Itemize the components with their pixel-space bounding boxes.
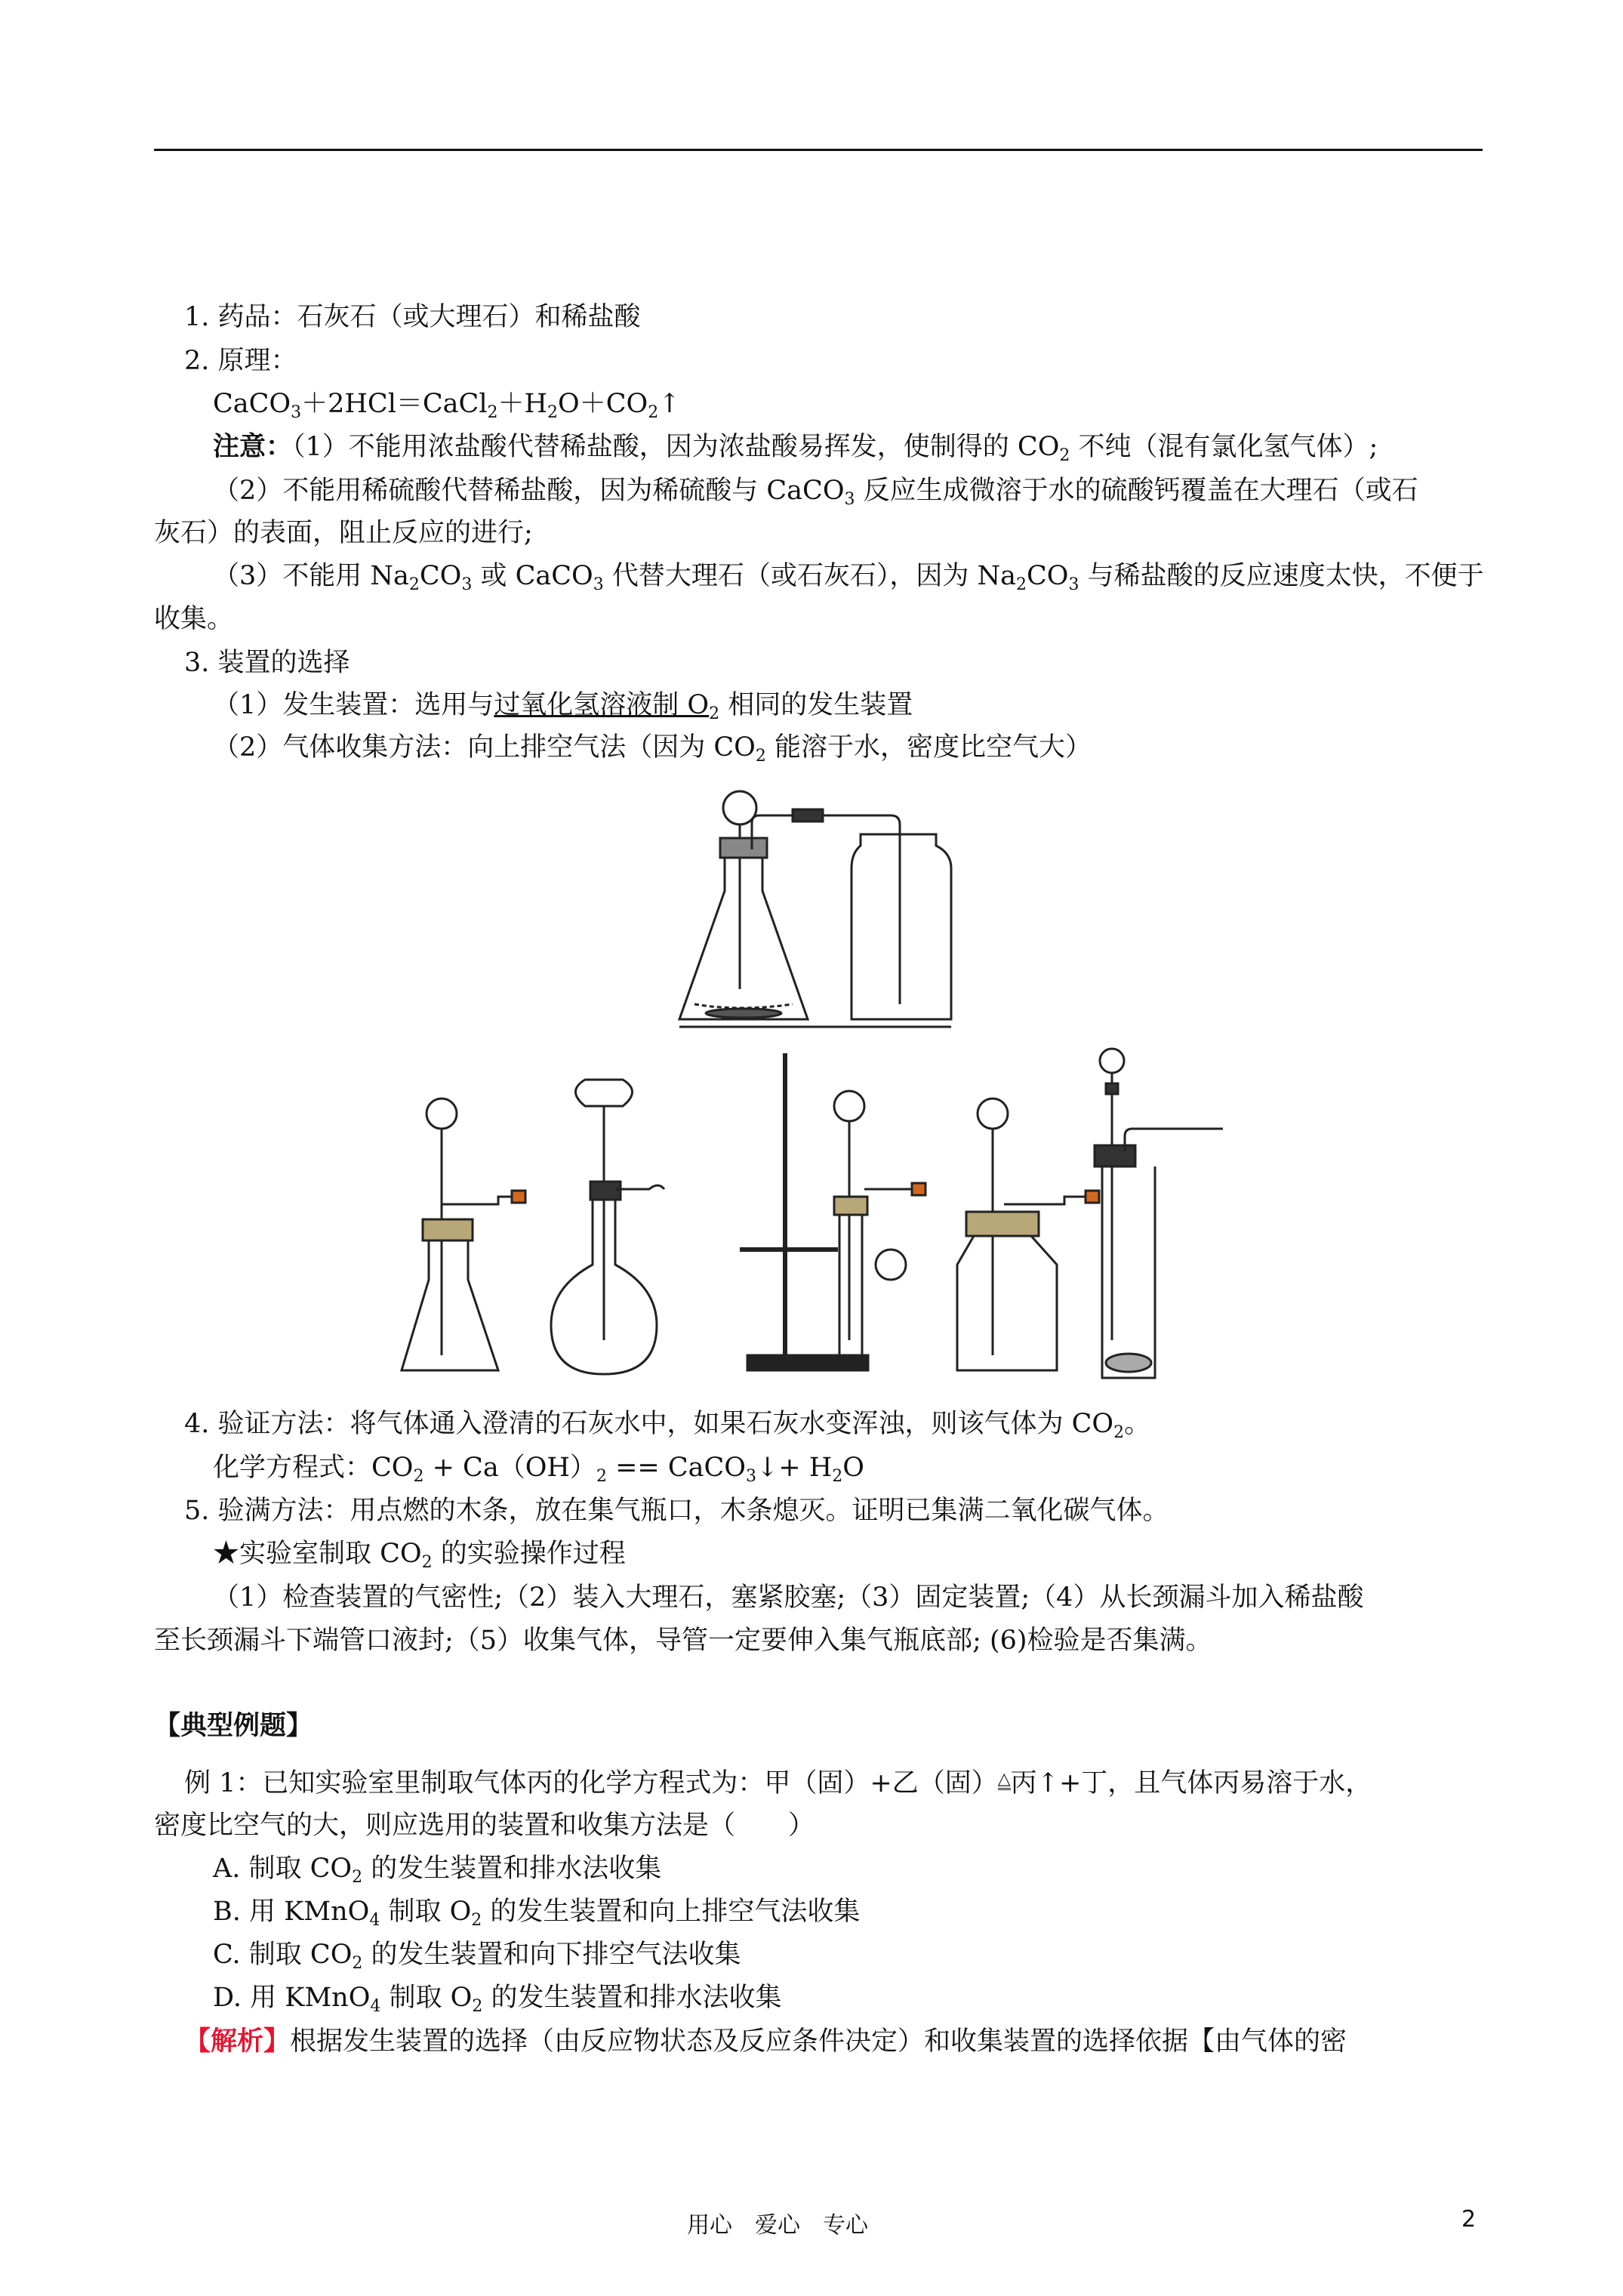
item-2: 2. 原理： bbox=[184, 346, 297, 376]
equation-1: $CaCO_3+2HCl=CaCl_2+H_2O+CO_2↑$ bbox=[213, 389, 681, 422]
item-5: 5. 验满方法：用点燃的木条，放在集气瓶口，木条熄灭。证明已集满二氧化碳气体。 bbox=[184, 1496, 1169, 1526]
apparatus-row-figure bbox=[393, 1038, 1261, 1389]
item-4: 4. 验证方法：将气体通入澄清的石灰水中，如果石灰水变浑浊，则该气体为 $CO_2$。 bbox=[184, 1409, 1151, 1442]
note-1: 注意：（1）不能用浓盐酸代替稀盐酸，因为浓盐酸易挥发，使制得的 $CO_2$ 不纯（混有氯化氢气体）; bbox=[213, 431, 1378, 465]
analysis-label: 【解析】 bbox=[184, 2026, 291, 2057]
option-a: A. 制取 $CO_2$ 的发生装置和排水法收集 bbox=[213, 1854, 662, 1887]
item-3-2: （2）气体收集方法：向上排空气法（因为 $CO_2$ 能溶于水，密度比空气大） bbox=[213, 732, 1092, 766]
item-3: 3. 装置的选择 bbox=[184, 648, 350, 678]
procedure-line-2: 至长颈漏斗下端管口液封;（5）收集气体，导管一定要伸入集气瓶底部; (6)检验是否集满。 bbox=[154, 1626, 1212, 1656]
section-title: 【典型例题】 bbox=[154, 1710, 313, 1741]
procedure-line-1: （1）检查装置的气密性;（2）装入大理石，塞紧胶塞;（3）固定装置;（4）从长颈漏斗加入稀盐酸 bbox=[213, 1583, 1364, 1613]
page-number: 2 bbox=[1461, 2206, 1477, 2233]
item-3-1: （1）发生装置：选用与过氧化氢溶液制 $O_2$ 相同的发生装置 bbox=[213, 690, 913, 723]
example-1-line-1: 例 1：已知实验室里制取气体丙的化学方程式为：甲（固）+乙（固）△丙↑+丁，且气体丙易溶于水， bbox=[184, 1768, 1372, 1798]
option-b: B. 用 KMnO$_4$ 制取 $O_2$ 的发生装置和向上排空气法收集 bbox=[213, 1897, 861, 1930]
procedure-title: ★实验室制取 $CO_2$ 的实验操作过程 bbox=[213, 1539, 626, 1572]
item-1: 1. 药品：石灰石（或大理石）和稀盐酸 bbox=[184, 302, 641, 332]
note-3b: 收集。 bbox=[154, 604, 234, 634]
option-c: C. 制取 $CO_2$ 的发生装置和向下排空气法收集 bbox=[213, 1940, 741, 1973]
item-4-equation: 化学方程式：$CO_2 + Ca(OH)_2$ == CaCO$_3$↓+ $H_2O$ bbox=[213, 1453, 864, 1486]
footer-center: 用心 爱心 专心 bbox=[687, 2212, 868, 2239]
note-2a: （2）不能用稀硫酸代替稀盐酸，因为稀硫酸与 CaCO$_3$ 反应生成微溶于水的硫酸钙覆盖在大理石（或石 bbox=[213, 476, 1418, 509]
note-3a: （3）不能用 $Na_2CO_3$ 或 CaCO$_3$ 代替大理石（或石灰石），因为 $Na_2CO_3$ 与稀盐酸的反应速度太快，不便于 bbox=[213, 561, 1484, 594]
header-rule bbox=[154, 149, 1483, 151]
example-1-line-2: 密度比空气的大，则应选用的装置和收集方法是（ ） bbox=[154, 1811, 815, 1841]
apparatus-top-figure bbox=[664, 778, 966, 1034]
analysis: 【解析】根据发生装置的选择（由反应物状态及反应条件决定）和收集装置的选择依据【由气体的密 bbox=[184, 2026, 1347, 2057]
option-d: D. 用 KMnO$_4$ 制取 $O_2$ 的发生装置和排水法收集 bbox=[213, 1983, 782, 2016]
note-2b: 灰石）的表面，阻止反应的进行; bbox=[154, 518, 533, 548]
